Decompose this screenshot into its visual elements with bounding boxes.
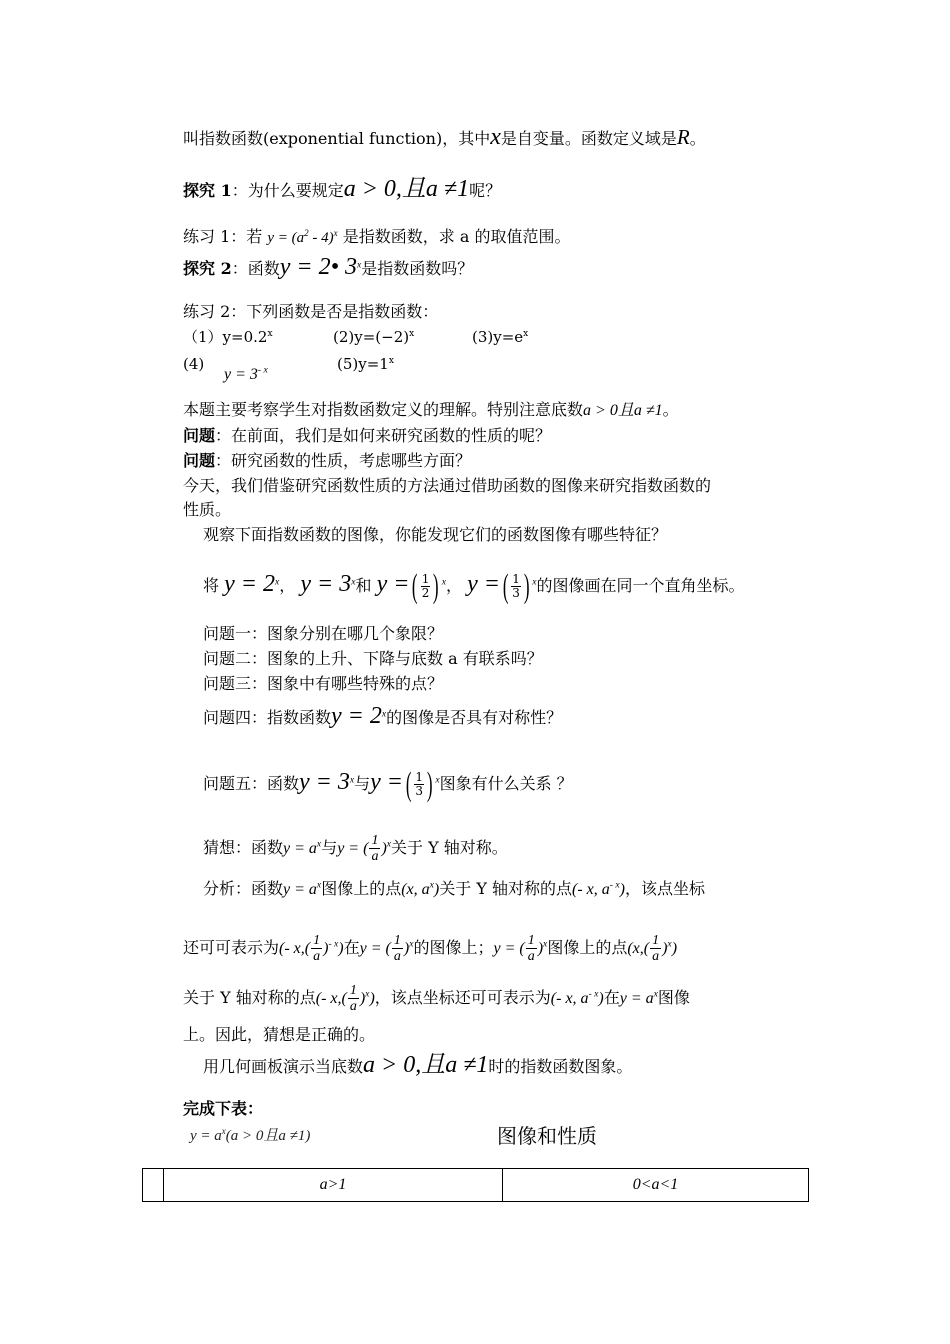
explore-2-text: ：函数 [231,259,280,278]
intro-prefix: 叫指数函数(exponential function)，其中 [183,129,491,148]
exercise-1-suffix: 是指数函数，求 a 的取值范围。 [337,227,571,246]
table-title: 图像和性质 [497,1124,597,1148]
analysis-line-1: 分析：函数$y = a^x$图像上的点(x, $a^x$)关于 Y 轴对称的点(- x, $a^{- x}$)，该点坐标 [203,879,705,898]
question-4: 问题四：指数函数$y = 2^x$的图像是否具有对称性？ [203,703,563,729]
explore-2-suffix: 是指数函数吗？ [361,259,474,278]
exercise-2-item-2: $(2)y=(-2)^x$ [333,328,415,346]
properties-table [142,1168,809,1202]
question-a: 问题：在前面，我们是如何来研究函数的性质的呢？ [183,426,552,445]
var-R: R [676,125,690,149]
explore-1-label: 探究 1 [183,181,232,200]
today-line-2: 性质。 [183,500,232,519]
exercise-2-item-5: $(5)y=1^x$ [337,355,394,373]
observe-line: 观察下面指数函数的图像，你能发现它们的函数图像有哪些特征？ [203,525,668,544]
table-header-row [143,1169,809,1202]
explore-2-math: y = 2• 3 [279,254,357,280]
analysis-line-2: 还可可表示为(- x,( $\frac{1}{a}$ )$^{- x}$)在y = ( $\frac{1}{a}$ )$^x$的图像上；y = ( $\frac{1}{a}$ )$^x$图像上的点(x,( $\frac{1}{a}$ )$^x$) [183,933,678,964]
table-corner-cell [143,1169,164,1202]
exercise-2-item-4-num: (4) [183,355,205,373]
explore-2-label: 探究 2 [183,259,232,278]
explore-1-math: a > 0,且a ≠1 [343,176,470,202]
question-b: 问题：研究函数的性质，考虑哪些方面？ [183,451,472,470]
draw-line: 将 $y = 2^x$， $y = 3^x$和 y = ( 1 2 ) $^x$， y = ( 1 3 ) $^x$的图像画在同一个直角坐标。 [203,567,745,605]
exercise-1-math: $y = (a^2 - 4)^x$ [267,228,338,246]
table-col-a-gt-1: a>1 [164,1169,503,1202]
intro-middle: 是自变量。函数定义域是 [500,129,677,148]
question-2: 问题二：图象的上升、下降与底数 a 有联系吗？ [203,649,543,668]
conclusion-line: 上。因此，猜想是正确的。 [183,1025,376,1044]
geometry-line: 用几何画板演示当底数a > 0,且a ≠1时的指数函数图象。 [203,1052,633,1078]
guess-line: 猜想：函数$y = a^x$与y = ( $\frac{1}{a}$ )$^x$关于 Y 轴对称。 [203,833,508,864]
note-line: 本题主要考察学生对指数函数定义的理解。特别注意底数a > 0且a ≠1。 [183,400,679,419]
intro-line [183,126,706,150]
analysis-line-3: 关于 Y 轴对称的点(- x,( $\frac{1}{a}$ )$^x$)，该点坐标还可可表示为(- x, $a^{- x}$)在$y = a^x$图像 [183,983,690,1014]
table-formula: $y = a^x(a > 0$且a ≠1) [190,1126,311,1144]
explore-1-text: ：为什么要规定 [231,181,344,200]
explore-1-suffix: 呢？ [469,181,502,200]
exercise-2-item-1: $(1)y=0.2^x$ [183,328,273,346]
intro-suffix: 。 [689,129,706,148]
explore-2: 探究 2：函数y = 2• 3$^x$是指数函数吗？ [183,254,474,280]
var-x: x [490,124,501,150]
exercise-1 [183,226,570,249]
today-line-1: 今天，我们借鉴研究函数性质的方法通过借助函数的图像来研究指数函数的 [183,476,712,495]
question-1: 问题一：图象分别在哪几个象限？ [203,624,444,643]
exercise-2-item-4: $y = 3^{- x}$ [224,364,268,383]
exercise-1-text: 练习 1：若 [183,227,263,246]
question-3: 问题三：图象中有哪些特殊的点？ [203,674,444,693]
exercise-2-title: 练习 2：下列函数是否是指数函数： [183,302,439,321]
explore-1 [183,178,501,202]
question-5: 问题五：函数$y = 3^x$与y = ( 1 3 ) $^x$图象有什么关系 ？ [203,765,573,803]
table-col-a-between: 0<a<1 [503,1169,809,1202]
complete-table-label: 完成下表： [183,1099,264,1118]
exercise-2-item-3: $(3)y=e^x$ [472,328,529,346]
